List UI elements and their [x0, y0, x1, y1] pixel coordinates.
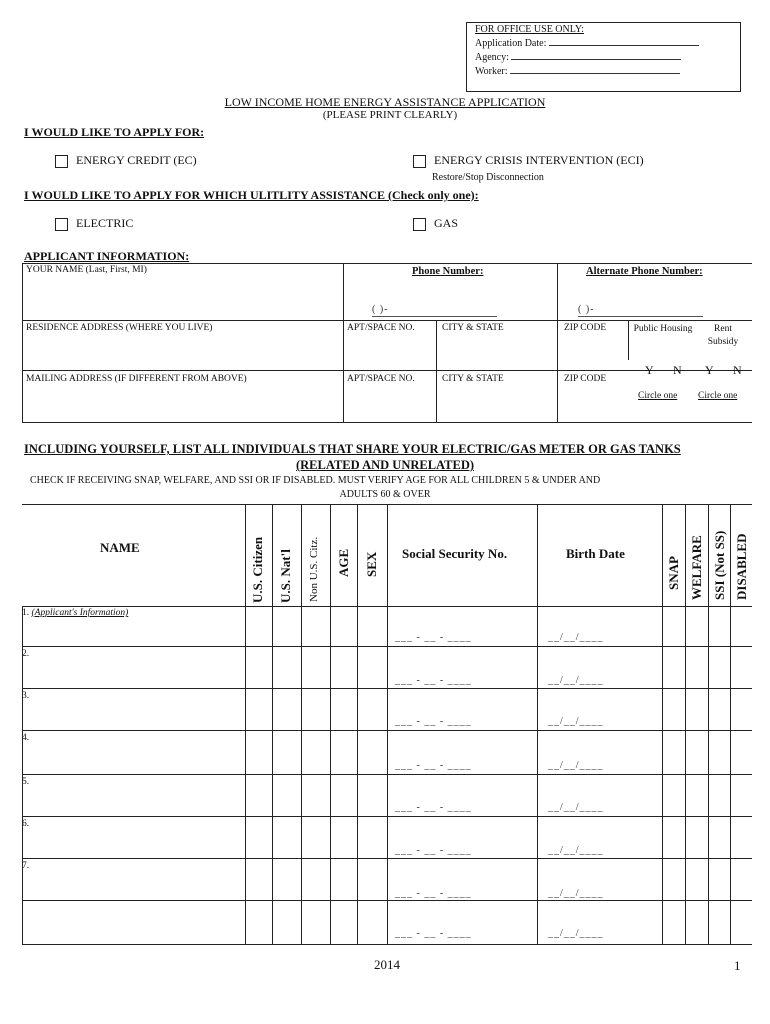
office-use-title: FOR OFFICE USE ONLY:	[475, 24, 584, 35]
office-worker: Worker:	[467, 65, 740, 79]
energy-credit-checkbox[interactable]	[55, 155, 68, 168]
energy-crisis-option[interactable]: ENERGY CRISIS INTERVENTION (ECI)	[413, 153, 644, 168]
ssn-field[interactable]: ___ - __ - ____	[395, 888, 472, 899]
household-heading: INCLUDING YOURSELF, LIST ALL INDIVIDUALS THAT SHARE YOUR ELECTRIC/GAS METER OR GAS TANKS	[24, 442, 681, 456]
rent-subsidy-yes[interactable]: Y	[705, 363, 714, 377]
birth-date-field[interactable]: __/__/____	[548, 802, 604, 813]
alt-phone-input[interactable]: ( )-	[578, 304, 595, 315]
birth-date-field[interactable]: __/__/____	[548, 928, 604, 939]
office-use-box	[466, 22, 741, 92]
office-application-date: Application Date:	[467, 37, 740, 51]
col-age: AGE	[336, 548, 351, 577]
energy-crisis-checkbox[interactable]	[413, 155, 426, 168]
birth-date-field[interactable]: __/__/____	[548, 632, 604, 643]
apply-for-heading: I WOULD LIKE TO APPLY FOR:	[24, 125, 205, 139]
birth-date-field[interactable]: __/__/____	[548, 760, 604, 771]
col-us-natl: U.S. Nat'l	[278, 549, 293, 603]
public-housing-no[interactable]: N	[673, 363, 682, 377]
zip-label-1: ZIP CODE	[564, 323, 607, 333]
page-number: 1	[734, 958, 741, 973]
mailing-label: MAILING ADDRESS (IF DIFFERENT FROM ABOVE)	[26, 374, 247, 384]
household-note: CHECK IF RECEIVING SNAP, WELFARE, AND SSI OR IF DISABLED. MUST VERIFY AGE FOR ALL CHILDREN 5 & UNDER AND	[30, 475, 601, 486]
ssn-field[interactable]: ___ - __ - ____	[395, 928, 472, 939]
rent-subsidy-no[interactable]: N	[733, 363, 742, 377]
applicant-heading: APPLICANT INFORMATION:	[24, 249, 190, 263]
ssn-field[interactable]: ___ - __ - ____	[395, 716, 472, 727]
public-housing-label: Public Housing	[633, 324, 693, 334]
col-us-citizen: U.S. Citizen	[250, 536, 265, 603]
ssn-field[interactable]: ___ - __ - ____	[395, 760, 472, 771]
alt-phone-label: Alternate Phone Number:	[586, 266, 703, 277]
electric-checkbox[interactable]	[55, 218, 68, 231]
residence-label: RESIDENCE ADDRESS (WHERE YOU LIVE)	[26, 323, 213, 333]
footer-year: 2014	[374, 957, 400, 972]
col-snap: SNAP	[666, 556, 681, 590]
household-heading-2: (RELATED AND UNRELATED)	[295, 458, 475, 472]
circle-one-2: Circle one	[698, 391, 738, 401]
your-name-label: YOUR NAME (Last, First, MI)	[26, 265, 147, 275]
utility-heading: I WOULD LIKE TO APPLY FOR WHICH ULITLITY ASSISTANCE (Check only one):	[24, 188, 479, 202]
birth-date-field[interactable]: __/__/____	[548, 888, 604, 899]
energy-crisis-sub: Restore/Stop Disconnection	[432, 172, 544, 183]
col-name: NAME	[100, 540, 140, 555]
city-label-2: CITY & STATE	[442, 374, 504, 384]
col-sex: SEX	[364, 551, 379, 577]
col-non-us: Non U.S. Citz.	[308, 536, 320, 602]
city-label-1: CITY & STATE	[442, 323, 504, 333]
gas-option[interactable]: GAS	[413, 216, 458, 231]
col-ssi: SSI (Not SS)	[712, 530, 727, 600]
public-housing-yes[interactable]: Y	[645, 363, 654, 377]
col-birth: Birth Date	[566, 546, 625, 561]
zip-label-2: ZIP CODE	[564, 374, 607, 384]
form-title: LOW INCOME HOME ENERGY ASSISTANCE APPLICATION	[224, 95, 546, 109]
ssn-field[interactable]: ___ - __ - ____	[395, 802, 472, 813]
office-agency: Agency:	[467, 51, 740, 65]
birth-date-field[interactable]: __/__/____	[548, 675, 604, 686]
electric-option[interactable]: ELECTRIC	[55, 216, 133, 231]
ssn-field[interactable]: ___ - __ - ____	[395, 675, 472, 686]
gas-checkbox[interactable]	[413, 218, 426, 231]
energy-credit-option[interactable]: ENERGY CREDIT (EC)	[55, 153, 197, 168]
form-subtitle: (PLEASE PRINT CLEARLY)	[322, 109, 458, 121]
apt-label-1: APT/SPACE NO.	[347, 323, 415, 333]
birth-date-field[interactable]: __/__/____	[548, 845, 604, 856]
apt-label-2: APT/SPACE NO.	[347, 374, 415, 384]
col-ssn: Social Security No.	[402, 546, 508, 561]
phone-input[interactable]: ( )-	[372, 304, 389, 315]
circle-one-1: Circle one	[638, 391, 678, 401]
ssn-field[interactable]: ___ - __ - ____	[395, 845, 472, 856]
phone-label: Phone Number:	[412, 266, 484, 277]
col-welfare: WELFARE	[689, 535, 704, 600]
birth-date-field[interactable]: __/__/____	[548, 716, 604, 727]
ssn-field[interactable]: ___ - __ - ____	[395, 632, 472, 643]
rent-subsidy-label: Rent Subsidy	[707, 324, 739, 347]
household-note-2: ADULTS 60 & OVER	[339, 489, 431, 500]
col-disabled: DISABLED	[734, 533, 749, 600]
